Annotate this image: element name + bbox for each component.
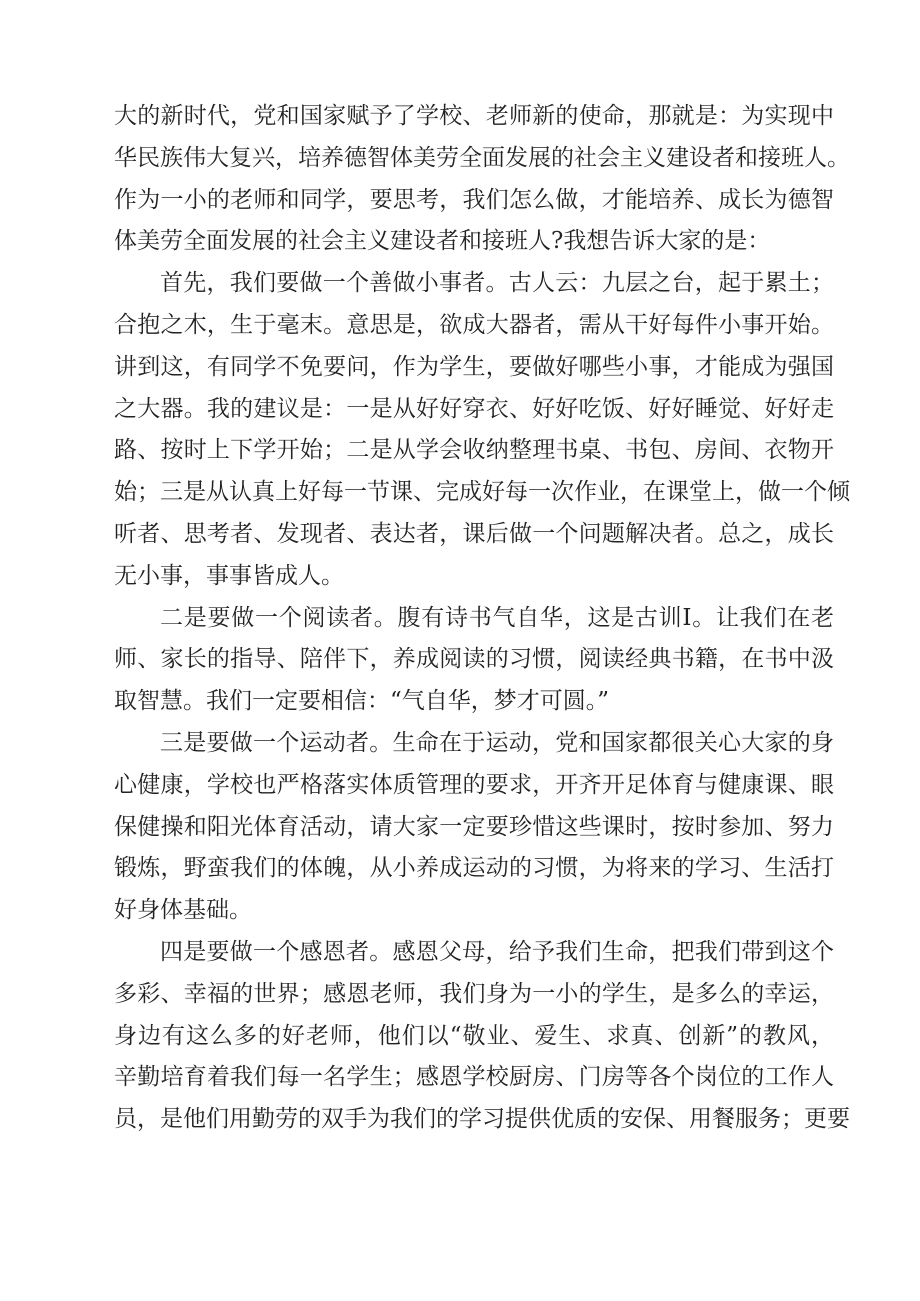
text-line: 华民族伟大复兴，培养德智体美劳全面发展的社会主义建设者和接班人。	[114, 144, 850, 171]
paragraph-third	[114, 723, 834, 932]
paragraph-intro	[114, 96, 850, 263]
text-line: 无小事，事事皆成人。	[114, 562, 344, 589]
text-line: 作为一小的老师和同学，要思考，我们怎么做，才能培养、成长为德智	[114, 186, 834, 213]
text-line: 首先，我们要做一个善做小事者。古人云：九层之台，起于累土；	[160, 270, 834, 297]
text-line: 辛勤培育着我们每一名学生；感恩学校厨房、门房等各个岗位的工作人	[114, 1064, 834, 1091]
text-line: 锻炼，野蛮我们的体魄，从小养成运动的习惯，为将来的学习、生活打	[114, 855, 834, 882]
document-body	[114, 96, 850, 1141]
text-line: 师、家长的指导、陪伴下，养成阅读的习惯，阅读经典书籍，在书中汲	[114, 646, 834, 673]
text-line: 听者、思考者、发现者、表达者，课后做一个问题解决者。总之，成长	[114, 520, 834, 547]
text-line: 心健康，学校也严格落实体质管理的要求，开齐开足体育与健康课、眼	[114, 771, 834, 798]
text-line: 多彩、幸福的世界；感恩老师，我们身为一小的学生，是多么的幸运，	[114, 980, 834, 1007]
text-line: 讲到这，有同学不免要问，作为学生，要做好哪些小事，才能成为强国	[114, 353, 834, 380]
text-line: 体美劳全面发展的社会主义建设者和接班人?我想告诉大家的是：	[114, 228, 771, 255]
paragraph-fourth	[114, 932, 850, 1141]
text-line: 身边有这么多的好老师，他们以“敬业、爱生、求真、创新”的教风，	[114, 1022, 834, 1049]
text-line: 二是要做一个阅读者。腹有诗书气自华，这是古训I。让我们在老	[160, 604, 834, 631]
paragraph-first	[114, 263, 850, 597]
text-line: 合抱之木，生于毫末。意思是，欲成大器者，需从干好每件小事开始。	[114, 311, 834, 338]
text-line: 三是要做一个运动者。生命在于运动，党和国家都很关心大家的身	[160, 729, 834, 756]
text-line: 始；三是从认真上好每一节课、完成好每一次作业，在课堂上，做一个倾	[114, 479, 850, 506]
text-line: 之大器。我的建议是：一是从好好穿衣、好好吃饭、好好睡觉、好好走	[114, 395, 834, 422]
paragraph-second	[114, 598, 834, 723]
text-line: 员，是他们用勤劳的双手为我们的学习提供优质的安保、用餐服务；更要	[114, 1106, 850, 1133]
text-line: 保健操和阳光体育活动，请大家一定要珍惜这些课时，按时参加、努力	[114, 813, 834, 840]
text-line: 路、按时上下学开始；二是从学会收纳整理书桌、书包、房间、衣物开	[114, 437, 834, 464]
text-line: 大的新时代，党和国家赋予了学校、老师新的使命，那就是：为实现中	[114, 103, 834, 129]
text-line: 四是要做一个感恩者。感恩父母，给予我们生命，把我们带到这个	[160, 938, 834, 965]
text-line: 取智慧。我们一定要相信：“气自华，梦才可圆。”	[114, 688, 610, 715]
text-line: 好身体基础。	[114, 897, 252, 924]
